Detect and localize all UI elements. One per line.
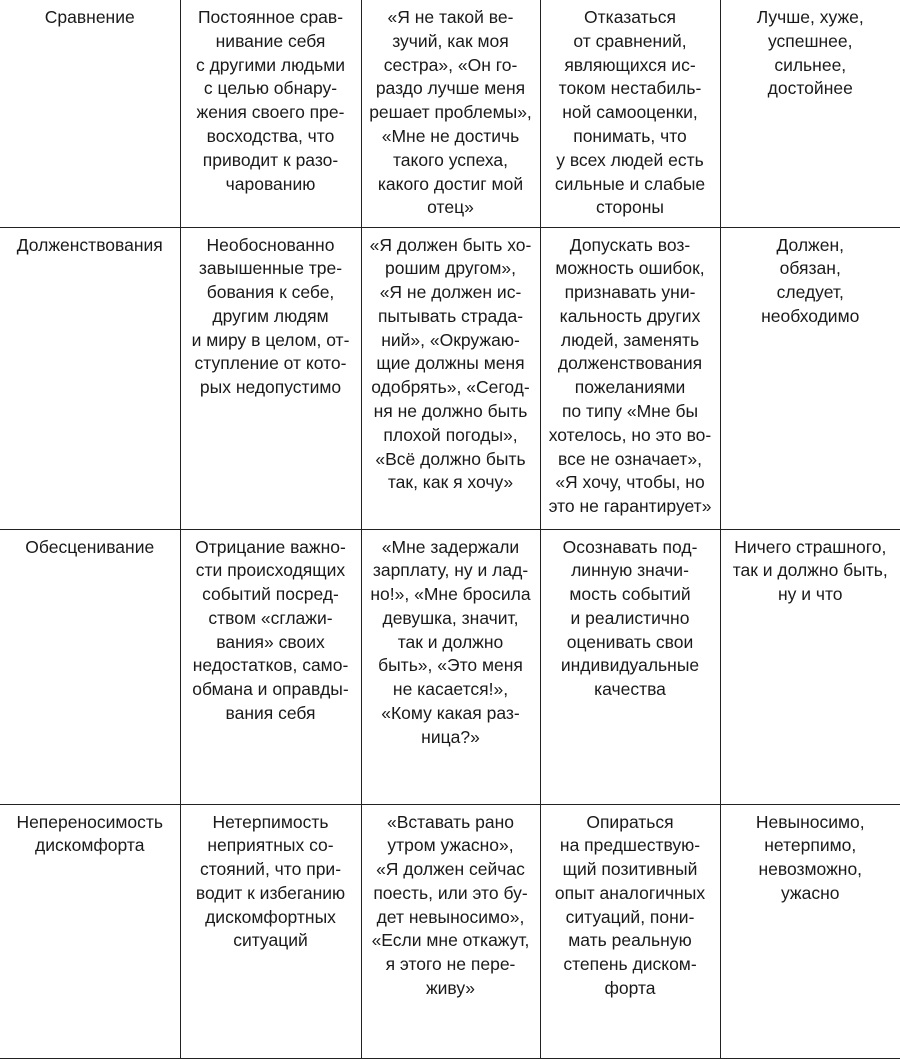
correction-cell: Осознавать под- линную значи- мость событий и реалистично оценивать свои индивидуальные качества <box>540 529 720 804</box>
markers-cell: Ничего страшного, так и должно быть, ну и что <box>720 529 900 804</box>
table-row <box>0 804 900 1058</box>
distortion-name-cell: Долженствования <box>0 227 180 529</box>
examples-cell: «Вставать рано утром ужасно», «Я должен сейчас поесть, или это бу- дет невыносимо», «Если мне откажут, я этого не пере- живу» <box>361 804 540 1058</box>
correction-cell: Отказаться от сравнений, являющихся ис- током нестабиль- ной самооценки, понимать, что у всех людей есть сильные и слабые стороны <box>540 0 720 227</box>
examples-cell: «Мне задержали зарплату, ну и лад- но!», «Мне бросила девушка, значит, так и должно быть», «Это меня не касается!», «Кому какая раз- ница?» <box>361 529 540 804</box>
distortion-name-cell: Непереносимость дискомфорта <box>0 804 180 1058</box>
examples-cell: «Я должен быть хо- рошим другом», «Я не должен ис- пытывать страда- ний», «Окружаю- щие должны меня одобрять», «Сегод- ня не должно быть плохой погоды», «Всё должно быть так, как я хочу» <box>361 227 540 529</box>
table-row <box>0 227 900 529</box>
description-cell: Постоянное срав- нивание себя с другими людьми с целью обнару- жения своего пре- восходства, что приводит к разо- чарованию <box>180 0 361 227</box>
correction-cell: Опираться на предшествую- щий позитивный опыт аналогичных ситуаций, пони- мать реальную степень диском- форта <box>540 804 720 1058</box>
table-row <box>0 0 900 227</box>
markers-cell: Должен, обязан, следует, необходимо <box>720 227 900 529</box>
description-cell: Отрицание важно- сти происходящих событий посред- ством «сглажи- вания» своих недостатков, само- обмана и оправды- вания себя <box>180 529 361 804</box>
markers-cell: Невыносимо, нетерпимо, невозможно, ужасно <box>720 804 900 1058</box>
correction-cell: Допускать воз- можность ошибок, признавать уни- кальность других людей, заменять долженствования пожеланиями по типу «Мне бы хотелось, но это во- все не означает», «Я хочу, чтобы, но это не гарантирует» <box>540 227 720 529</box>
description-cell: Нетерпимость неприятных со- стояний, что при- водит к избеганию дискомфортных ситуаций <box>180 804 361 1058</box>
table-row <box>0 529 900 804</box>
distortion-name-cell: Обесценивание <box>0 529 180 804</box>
distortion-name-cell: Сравнение <box>0 0 180 227</box>
description-cell: Необоснованно завышенные тре- бования к себе, другим людям и миру в целом, от- ступление от кото- рых недопустимо <box>180 227 361 529</box>
examples-cell: «Я не такой ве- зучий, как моя сестра», «Он го- раздо лучше меня решает проблемы», «Мне не достичь такого успеха, какого достиг мой отец» <box>361 0 540 227</box>
markers-cell: Лучше, хуже, успешнее, сильнее, достойнее <box>720 0 900 227</box>
